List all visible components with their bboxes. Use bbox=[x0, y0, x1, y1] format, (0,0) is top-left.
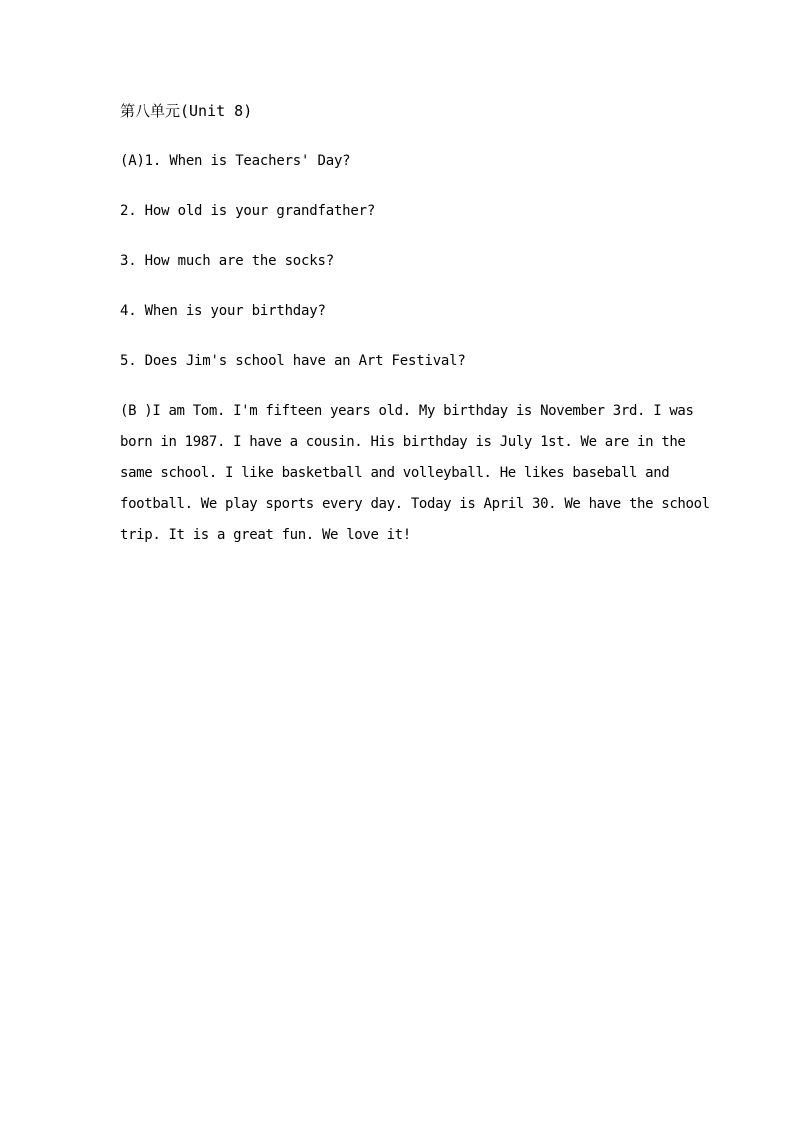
passage-line: trip. It is a great fun. We love it! bbox=[120, 527, 411, 543]
question-4: 4. When is your birthday? bbox=[120, 303, 326, 319]
passage-line: (B )I am Tom. I'm fifteen years old. My birthday is November 3rd. I was bbox=[120, 403, 694, 419]
reading-passage bbox=[120, 400, 710, 555]
question-3: 3. How much are the socks? bbox=[120, 253, 334, 269]
passage-line: football. We play sports every day. Today is April 30. We have the school bbox=[120, 496, 710, 512]
passage-line: same school. I like basketball and volleyball. He likes baseball and bbox=[120, 465, 670, 481]
question-5: 5. Does Jim's school have an Art Festival? bbox=[120, 353, 466, 369]
passage-line: born in 1987. I have a cousin. His birthday is July 1st. We are in the bbox=[120, 434, 686, 450]
unit-title: 第八单元(Unit 8) bbox=[120, 102, 253, 120]
question-2: 2. How old is your grandfather? bbox=[120, 203, 376, 219]
question-1: (A)1. When is Teachers' Day? bbox=[120, 153, 351, 169]
